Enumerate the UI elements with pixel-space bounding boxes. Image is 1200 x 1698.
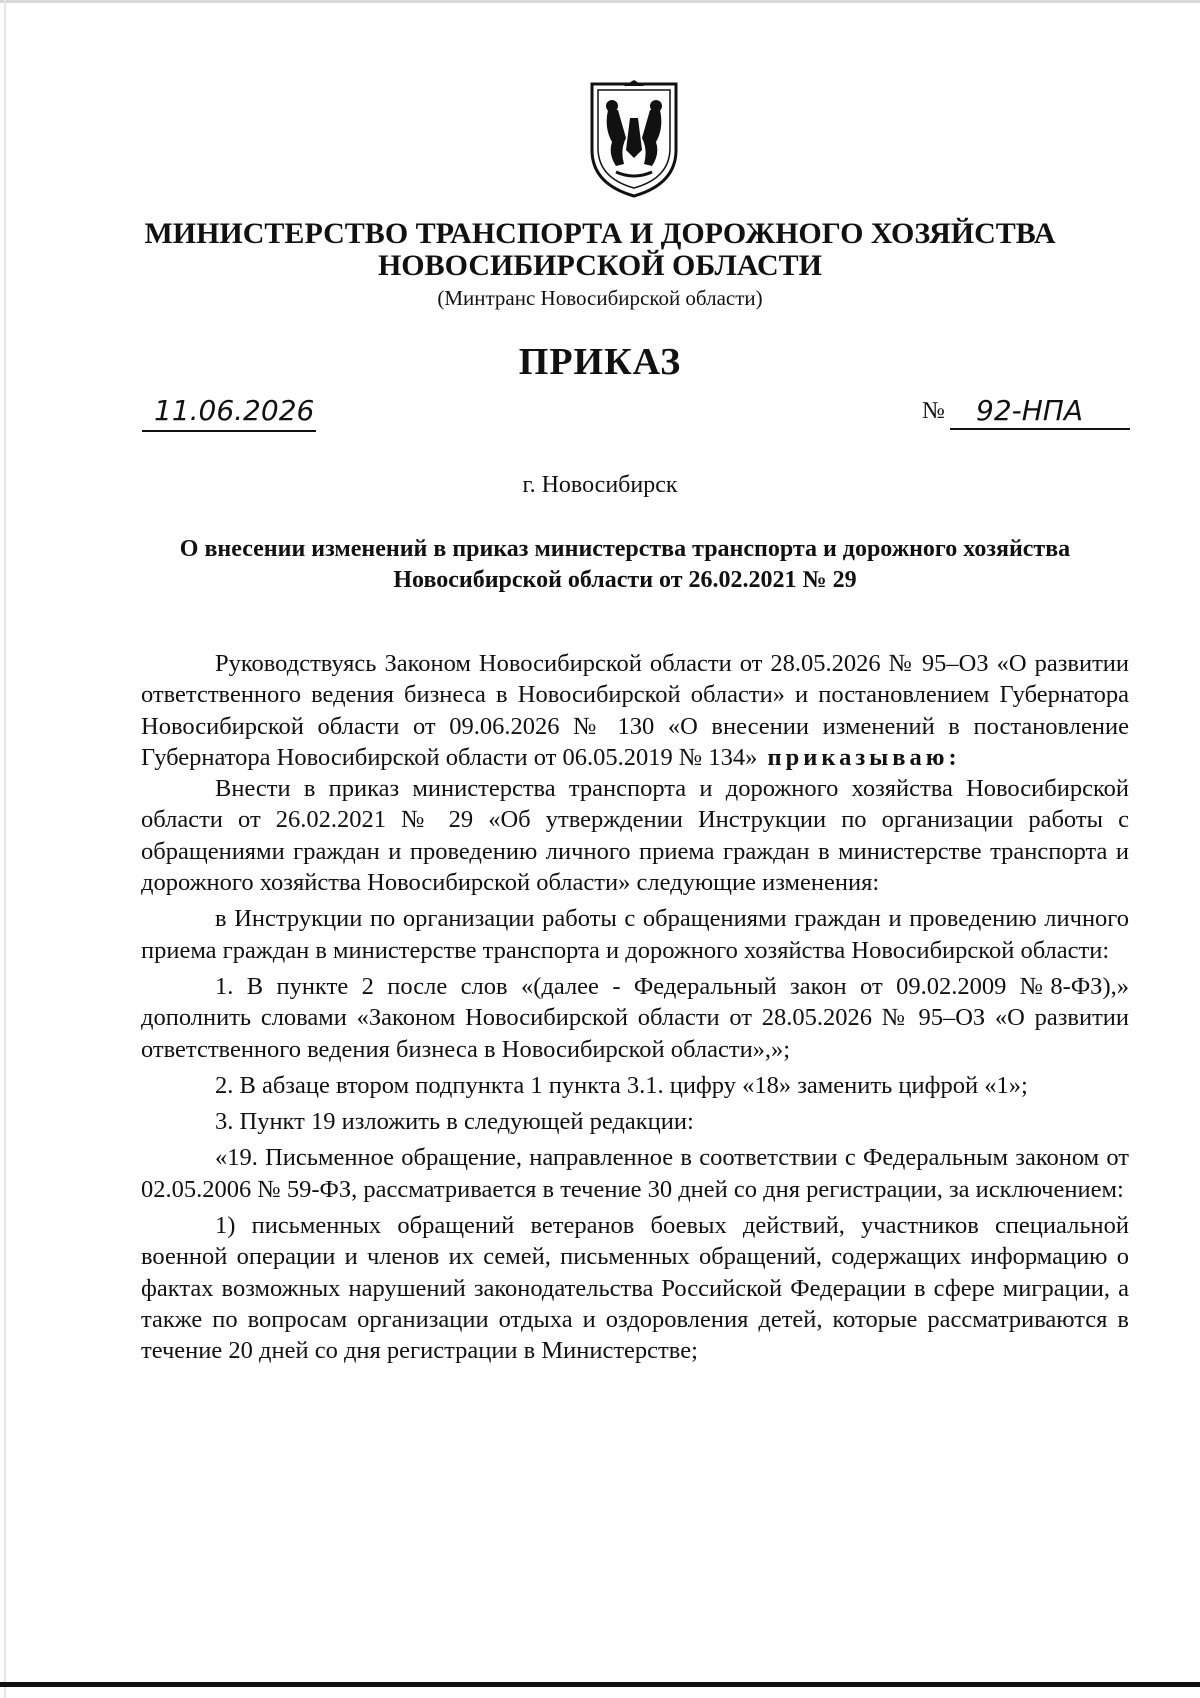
- paragraph-item-1: 1. В пункте 2 после слов «(далее - Федеральный закон от 09.02.2009 №8-ФЗ),» дополнить словами «Законом Новосибирской области от 28.05.2026 № 95–ОЗ «О развитии ответственного ведения бизнеса в Новосибирской области»,»;: [141, 972, 1129, 1063]
- paragraph-subitem-1: 1) письменных обращений ветеранов боевых действий, участников специальной военной операции и членов их семей, письменных обращений, содержащих информацию о фактах возможных нарушений законодательства Российской Федерации в сфере миграции, а также по вопросам организации отдыха и оздоровления детей, которые рассматриваются в течение 20 дней со дня регистрации в Министерстве;: [141, 1212, 1129, 1365]
- ministry-short-name: (Минтранс Новосибирской области): [437, 286, 763, 310]
- ministry-name-line2: НОВОСИБИРСКОЙ ОБЛАСТИ: [377, 249, 823, 282]
- ministry-name: [0, 218, 1200, 282]
- scan-edge: [0, 0, 1200, 3]
- paragraph-instruction: в Инструкции по организации работы с обращениями граждан и проведению личного приема граждан в министерстве транспорта и дорожного хозяйства Новосибирской области:: [141, 905, 1129, 964]
- scan-edge-bottom: [0, 1682, 1200, 1687]
- number-label: №: [922, 398, 945, 424]
- paragraph-item-2: 2. В абзаце втором подпункта 1 пункта 3.1. цифру «18» заменить цифрой «1»;: [215, 1071, 1028, 1099]
- paragraph-amend: Внести в приказ министерства транспорта и дорожного хозяйства Новосибирской области от 26.02.2021 № 29 «Об утверждении Инструкции по организации работы с обращениями граждан и проведению личного приема граждан в министерстве транспорта и дорожного хозяйства Новосибирской области» следующие изменения:: [141, 775, 1129, 897]
- document-type: ПРИКАЗ: [518, 341, 682, 383]
- paragraph-item-3: 3. Пункт 19 изложить в следующей редакции:: [215, 1108, 694, 1136]
- order-body: [141, 648, 1129, 1367]
- order-subject: О внесении изменений в приказ министерства транспорта и дорожного хозяйства Новосибирской области от 26.02.2021 № 29: [179, 536, 1071, 593]
- ministry-name-line1: МИНИСТЕРСТВО ТРАНСПОРТА И ДОРОЖНОГО ХОЗЯЙСТВА: [144, 217, 1056, 250]
- order-word: приказываю:: [757, 743, 961, 771]
- order-date: 11.06.2026: [142, 394, 316, 432]
- paragraph-point-19: «19. Письменное обращение, направленное в соответствии с Федеральным законом от 02.05.2006 № 59-ФЗ, рассматривается в течение 30 дней со дня регистрации, за исключением:: [141, 1144, 1129, 1203]
- city: г. Новосибирск: [522, 472, 678, 498]
- paragraph-basis: [141, 648, 1129, 773]
- order-number: 92-НПА: [950, 394, 1130, 430]
- coat-of-arms-icon: [586, 80, 682, 200]
- basis-text: Руководствуясь Законом Новосибирской области от 28.05.2026 № 95–ОЗ «О развитии ответственного ведения бизнеса в Новосибирской области» и постановлением Губернатора Новосибирской области от 09.06.2026 № 130 «О внесении изменений в постановление Губернатора Новосибирской области от 06.05.2019 № 134»: [141, 650, 1129, 771]
